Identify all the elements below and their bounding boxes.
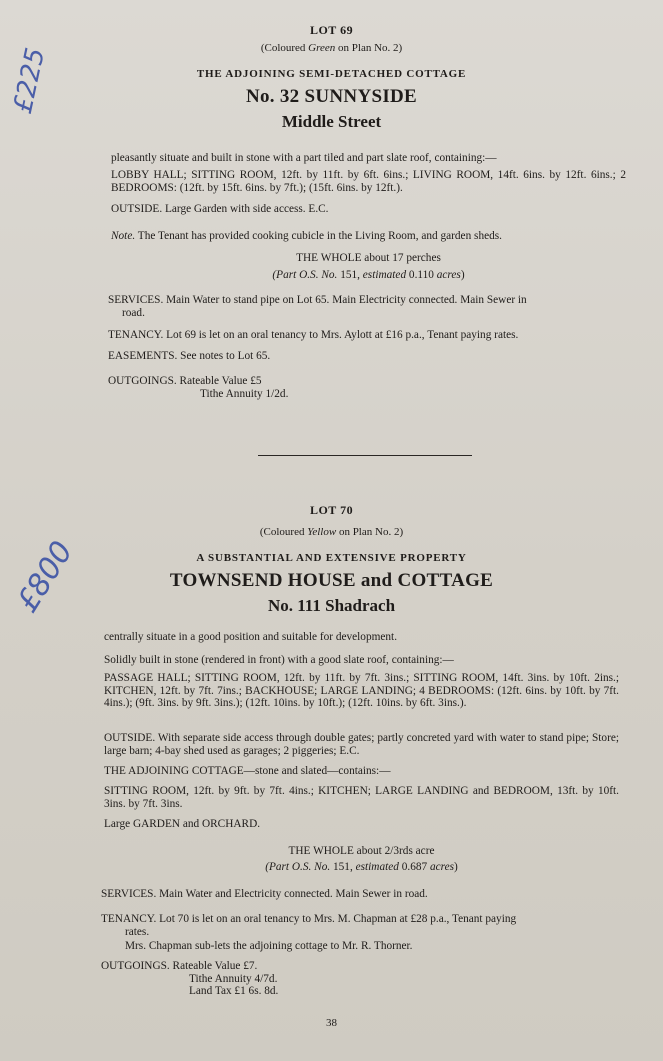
lot-70-outside: OUTSIDE. With separate side access through double gates; partly concreted yard with water to stand pipe; Store; large barn; 4-bay shed used as garages; 2 piggeries; E.C. bbox=[104, 732, 619, 757]
lot-69-note: Note. The Tenant has provided cooking cubicle in the Living Room, and garden sheds. bbox=[111, 230, 502, 242]
lot-69-tenancy: TENANCY. Lot 69 is let on an oral tenancy to Mrs. Aylott at £16 p.a., Tenant paying rates. bbox=[108, 329, 519, 341]
lot-69-coloured-note: (Coloured Green on Plan No. 2) bbox=[260, 42, 403, 54]
lot-70-os-reference: (Part O.S. No. 151, estimated 0.687 acres) bbox=[265, 861, 458, 873]
lot-70-street: No. 111 Shadrach bbox=[267, 596, 396, 615]
lot-69-subheading: THE ADJOINING SEMI-DETACHED COTTAGE bbox=[196, 68, 467, 80]
lot-69-os-reference: (Part O.S. No. 151, estimated 0.110 acres) bbox=[272, 269, 465, 281]
pencil-price-lot70: £800 bbox=[10, 535, 81, 619]
lot-70-label: LOT 70 bbox=[309, 503, 354, 517]
lot-69-outside: OUTSIDE. Large Garden with side access. E.C. bbox=[111, 203, 329, 215]
lot-70-subheading: A SUBSTANTIAL AND EXTENSIVE PROPERTY bbox=[196, 552, 467, 564]
lot-69-property-name: No. 32 SUNNYSIDE bbox=[245, 86, 418, 107]
page-number: 38 bbox=[326, 1017, 337, 1029]
lot-70-garden: Large GARDEN and ORCHARD. bbox=[104, 818, 261, 830]
lot-70-cottage: THE ADJOINING COTTAGE—stone and slated—contains:— bbox=[104, 765, 391, 777]
lot-69-label: LOT 69 bbox=[309, 23, 354, 37]
lot-70-property-name: TOWNSEND HOUSE and COTTAGE bbox=[169, 570, 494, 591]
lot-69-outgoings: OUTGOINGS. Rateable Value £5 Tithe Annuity 1/2d. bbox=[108, 375, 289, 400]
lot-69-services: SERVICES. Main Water to stand pipe on Lot 65. Main Electricity connected. Main Sewer in road. bbox=[108, 294, 527, 319]
lot-69-whole: THE WHOLE about 17 perches bbox=[296, 252, 441, 264]
lot-69-rooms: LOBBY HALL; SITTING ROOM, 12ft. by 11ft. by 6ft. 6ins.; LIVING ROOM, 14ft. 6ins. by 12ft. 6ins.; 2 BEDROOMS: (12ft. by 15ft. 6ins. by 7ft.); (15ft. 6ins. by 12ft.). bbox=[111, 169, 626, 194]
pencil-price-lot69: £225 bbox=[8, 45, 52, 117]
lot-70-intro: centrally situate in a good position and suitable for development. bbox=[104, 631, 398, 643]
lot-69-street: Middle Street bbox=[281, 112, 382, 131]
lot-70-coloured-note: (Coloured Yellow on Plan No. 2) bbox=[259, 526, 404, 538]
lot-70-construction: Solidly built in stone (rendered in front) with a good slate roof, containing:— bbox=[104, 654, 454, 666]
lot-70-whole: THE WHOLE about 2/3rds acre bbox=[288, 845, 435, 857]
lot-70-tenancy: TENANCY. Lot 70 is let on an oral tenancy to Mrs. M. Chapman at £28 p.a., Tenant paying rates. Mrs. Chapman sub-lets the adjoining cottage to Mr. R. Thorner. bbox=[101, 913, 517, 952]
lot-69-intro: pleasantly situate and built in stone with a part tiled and part slate roof, containing:— bbox=[111, 152, 497, 164]
section-divider bbox=[258, 455, 472, 456]
lot-70-rooms: PASSAGE HALL; SITTING ROOM, 12ft. by 11ft. by 7ft. 3ins.; SITTING ROOM, 14ft. 3ins. by 10ft. 2ins.; KITCHEN, 12ft. by 7ft. 7ins.; BACKHOUSE; LARGE LANDING; 4 BEDROOMS: (12ft. 6ins. by 10ft. by 7ft. 4ins.); (9ft. 3ins. by 9ft. 3ins.); (12ft. 10ins. by 10ft.); (12ft. 10ins. by 6ft. 3ins.). bbox=[104, 672, 619, 709]
lot-70-section bbox=[0, 502, 663, 997]
lot-70-outgoings: OUTGOINGS. Rateable Value £7. Tithe Annuity 4/7d. Land Tax £1 6s. 8d. bbox=[101, 960, 279, 997]
lot-69-section bbox=[0, 22, 663, 400]
lot-69-easements: EASEMENTS. See notes to Lot 65. bbox=[108, 350, 271, 362]
lot-70-cottage-rooms: SITTING ROOM, 12ft. by 9ft. by 7ft. 4ins.; KITCHEN; LARGE LANDING and BEDROOM, 13ft. by 10ft. 3ins. by 7ft. 3ins. bbox=[104, 785, 619, 810]
lot-70-services: SERVICES. Main Water and Electricity connected. Main Sewer in road. bbox=[101, 888, 428, 900]
